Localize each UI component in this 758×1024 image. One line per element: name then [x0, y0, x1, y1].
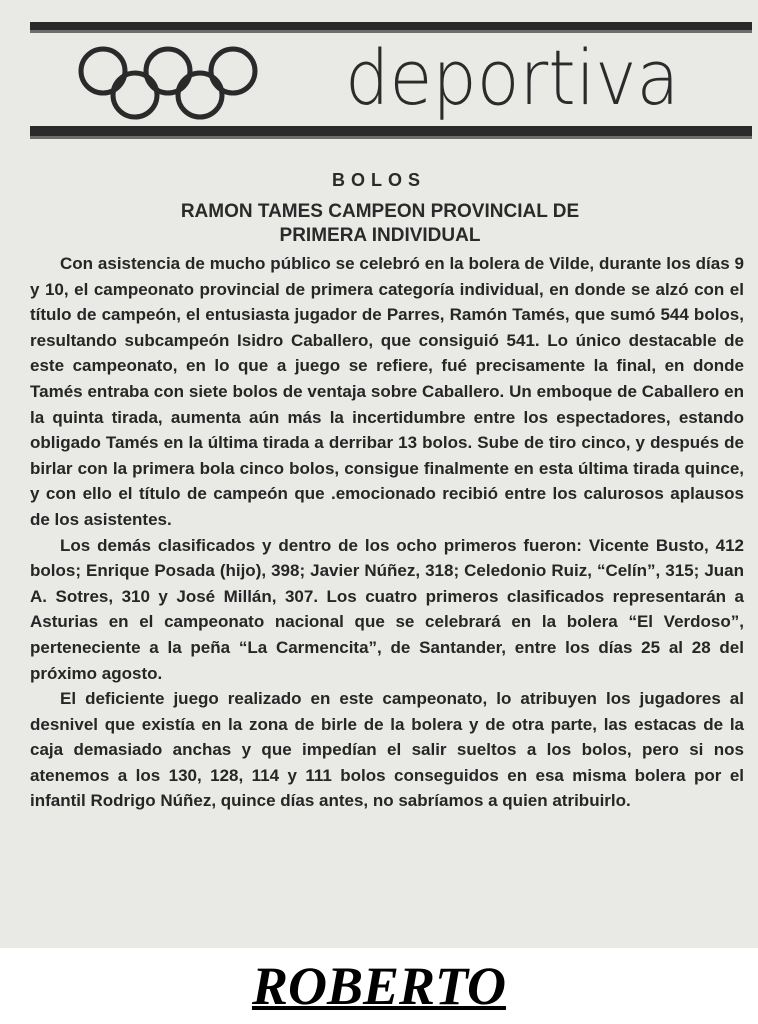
article-headline	[70, 200, 690, 248]
author-signature: ROBERTO	[251, 956, 507, 1016]
top-rule	[30, 22, 752, 30]
section-kicker: BOLOS	[331, 170, 426, 190]
headline-line-2: PRIMERA INDIVIDUAL	[279, 225, 481, 246]
article-body	[30, 251, 744, 814]
paragraph-2: Los demás clasificados y dentro de los ocho primeros fueron: Vicente Busto, 412 bolos; Enrique Posada (hijo), 398; Javier Núñez, 318; Celedonio Ruiz, “Celín”, 315; Juan A. Sotres, 310 y José Millán, 307. Los cuatro primeros clasificados representarán a Asturias en el campeonato nacional que se celebrará en la bolera “El Verdoso”, perteneciente a la peña “La Carmencita”, de Santander, entre los días 25 al 28 del próximo agosto.	[30, 535, 744, 683]
olympic-rings-icon	[76, 44, 260, 122]
bottom-rule	[30, 126, 752, 136]
paragraph-3: El deficiente juego realizado en este campeonato, lo atribuyen los jugadores al desnivel que existía en la zona de birle de la bolera y de otra parte, las estacas de la caja demasiado anchas y que impedían el salir sueltos a los bolos, pero si nos atenemos a los 130, 128, 114 y 111 bolos conseguidos en esa misma bolera por el infantil Rodrigo Núñez, quince días antes, no sabríamos a quien atribuirlo.	[30, 689, 744, 811]
paragraph-1: Con asistencia de mucho público se celebró en la bolera de Vilde, durante los días 9 y 10, el campeonato provincial de primera categoría individual, en donde se alzó con el título de campeón, el entusiasta jugador de Parres, Ramón Tamés, que sumó 544 bolos, resultando subcampeón Isidro Caballero, que consiguió 541. Lo único destacable de este campeonato, en lo que a juego se refiere, fué precisamente la final, en donde Tamés entraba con siete bolos de ventaja sobre Caballero. Un emboque de Caballero en la quinta tirada, aumenta aún más la incertidumbre entre los espectadores, estando obligado Tamés en la última tirada a derribar 13 bolos. Sube de tiro cinco, y después de birlar con la primera bola cinco bolos, consigue finalmente en esta última tirada quince, y con ello el título de campeón que .emocionado recibió entre los calurosos aplausos de los asistentes.	[30, 254, 744, 529]
headline-line-1: RAMON TAMES CAMPEON PROVINCIAL DE	[180, 201, 580, 222]
section-brand: deportiva	[345, 33, 680, 122]
bottom-rule-thin	[30, 136, 752, 139]
masthead	[0, 0, 758, 160]
